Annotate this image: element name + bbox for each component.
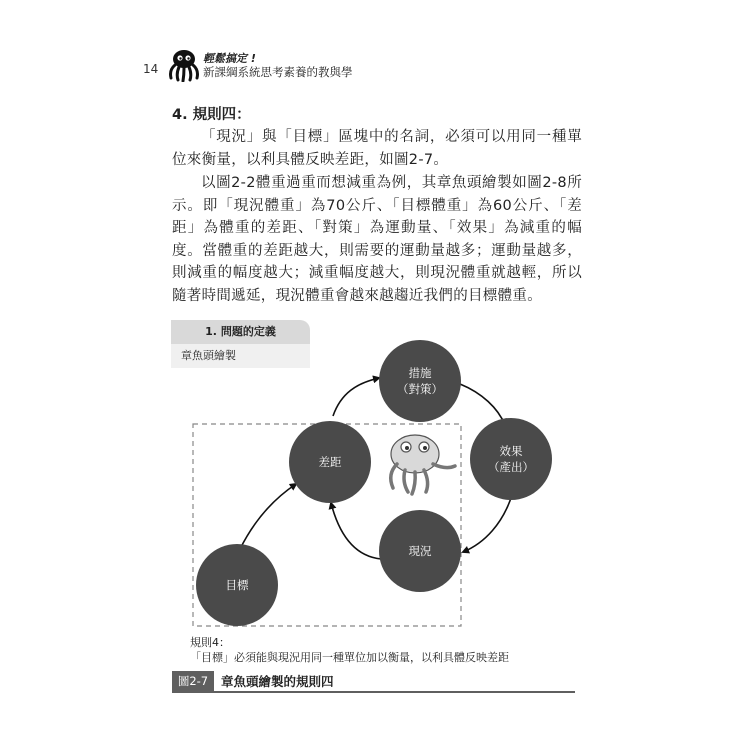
octopus-icon	[391, 435, 455, 494]
book-subtitle: 新課綱系統思考素養的教與學	[203, 65, 353, 79]
section-heading: 4. 規則四：	[172, 107, 251, 123]
node-gap-label: 差距	[318, 455, 342, 469]
node-current-label: 現況	[408, 544, 432, 558]
node-effect-label	[481, 443, 541, 475]
node-goal-label: 目標	[225, 578, 249, 592]
node-effect-line2: （產出）	[488, 460, 534, 474]
caption-divider	[172, 691, 575, 693]
definition-body: 章魚頭繪製	[171, 344, 310, 368]
node-effect-line1: 效果	[499, 444, 523, 458]
definition-tab: 1. 問題的定義	[171, 320, 310, 344]
paragraph-weight-example: 以圖2-2體重過重而想減重為例，其章魚頭繪製如圖2-8所示。即「現況體重」為70公斤、「目標體重」為60公斤、「差距」為體重的差距、「對策」為運動量、「效果」為減重的幅度。當體重的差距越大，則需要的運動量越多；運動量越多，則減重的幅度越大；減重幅度越大，則現況體重就越輕，所以隨著時間遞延，現況體重會越來越趨近我們的目標體重。	[172, 175, 582, 304]
arrow-measure-to-effect	[460, 384, 505, 425]
book-title: 輕鬆搞定 !	[203, 52, 256, 65]
node-measure-label	[390, 365, 450, 397]
rule-label: 規則4：	[190, 636, 230, 649]
arrow-gap-to-measure	[333, 378, 379, 416]
rule-text: 「目標」必須能與現況用同一種單位加以衡量，以利具體反映差距	[190, 651, 509, 664]
arrow-effect-to-current	[463, 495, 512, 552]
node-measure-line2: （對策）	[397, 382, 443, 396]
arrow-goal-to-gap	[240, 484, 296, 549]
figure-caption: 章魚頭繪製的規則四	[221, 674, 334, 689]
figure-tag: 圖2-7	[172, 671, 214, 691]
page-number: 14	[143, 62, 159, 76]
paragraph-rule-four: 「現況」與「目標」區塊中的名詞，必須可以用同一種單位來衡量，以利具體反映差距，如圖2-7。	[172, 129, 582, 168]
arrow-current-to-gap	[331, 503, 381, 559]
node-measure-line1: 措施	[408, 366, 432, 380]
